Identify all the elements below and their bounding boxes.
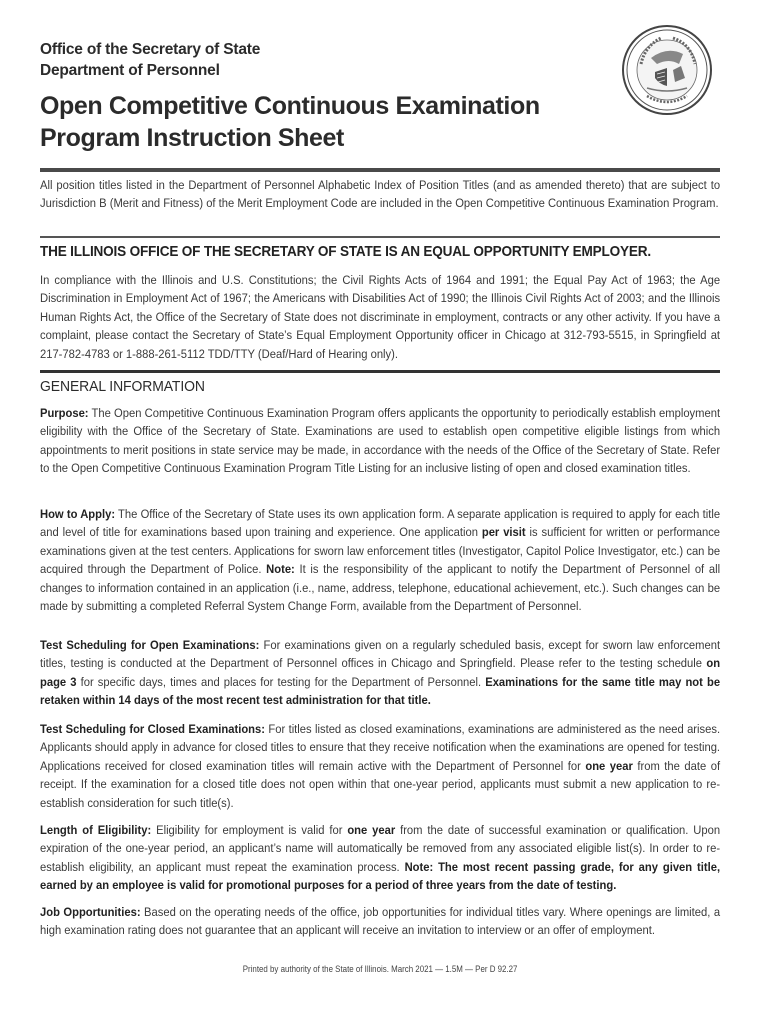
- general-info-heading: GENERAL INFORMATION: [40, 378, 205, 395]
- closed-exams-label: Test Scheduling for Closed Examinations:: [40, 722, 265, 736]
- illinois-state-seal-icon: [621, 24, 713, 116]
- org-name: Office of the Secretary of State: [40, 41, 261, 58]
- how-to-apply-paragraph: How to Apply: The Office of the Secretary of State uses its own application form. A separate application is required to apply for each title and level of title for examinations based upon training and experience. One application per visit is sufficient for written or performance examinations given at the test centers. Applications for sworn law enforcement titles (Investigator, Capitol Police Investigator, etc.) can be acquired through the Department of Police. Note: It is the responsibility of the applicant to notify the Department of Personnel of all changes to information contained in an application (i.e., name, address, telephone, educational achievement, etc.). Such changes can be made by submitting a completed Referral System Change Form, available from the Department of Personnel.: [40, 507, 721, 614]
- eligibility-paragraph: Length of Eligibility: Eligibility for employment is valid for one year from the date of successful examination or qualification. Upon expiration of the one-year period, an applicant’s name will automatically be removed from any associated eligible list(s). In order to re-establish eligibility, an applicant must repeat the examination process. Note: The most recent passing grade, for any given title, earned by an employee is valid for promotional purposes for a period of three years from the date of testing.: [40, 823, 721, 893]
- eoe-heading: THE ILLINOIS OFFICE OF THE SECRETARY OF STATE IS AN EQUAL OPPORTUNITY EMPLOYER.: [40, 244, 651, 260]
- eligibility-label: Length of Eligibility:: [40, 823, 152, 837]
- purpose-label: Purpose:: [40, 406, 89, 420]
- open-exams-label: Test Scheduling for Open Examinations:: [40, 638, 260, 652]
- page-title: [40, 90, 600, 154]
- how-to-apply-label: How to Apply:: [40, 507, 116, 521]
- department-name: Department of Personnel: [40, 62, 220, 79]
- job-opportunities-paragraph: Job Opportunities: Based on the operating needs of the office, job opportunities for individual titles vary. Where openings are limited, a high examination rating does not guarantee that an applicant will receive an invitation to interview or an offer of employment.: [40, 905, 721, 938]
- section-divider: [40, 370, 720, 373]
- job-opportunities-label: Job Opportunities:: [40, 905, 141, 919]
- eoe-paragraph: In compliance with the Illinois and U.S. Constitutions; the Civil Rights Acts of 1964 and 1991; the Equal Pay Act of 1963; the Age Discrimination in Employment Act of 1967; the Americans with Disabilities Act of 1990; the Illinois Civil Rights Act of 2003; and the Illinois Human Rights Act, the Office of the Secretary of State does not discriminate in employment, contracts or any other activity. If you have a complaint, please contact the Secretary of State’s Equal Employment Opportunity officer in Chicago at 312-793-5515, in Springfield at 217-782-4783 or 1-888-261-5112 TDD/TTY (Deaf/Hard of Hearing only).: [40, 273, 721, 361]
- print-footer: Printed by authority of the State of Illinois. March 2021 — 1.5M — Per D 92.27: [242, 964, 518, 974]
- intro-paragraph: All position titles listed in the Department of Personnel Alphabetic Index of Position Titles (and as amended thereto) that are subject to Jurisdiction B (Merit and Fitness) of the Merit Employment Code are included in the Open Competitive Continuous Examination Program.: [40, 178, 721, 211]
- intro-divider: [40, 236, 720, 238]
- purpose-paragraph: Purpose: The Open Competitive Continuous Examination Program offers applicants the opportunity to periodically establish employment eligibility with the Office of the Secretary of State. Examinations are used to establish open competitive eligible listings from which appointments to merit positions in state service may be made, in accordance with the needs of the Office of the Secretary of State. Refer to the Open Competitive Continuous Examination Program Title Listing for an inclusive listing of open and closed examination titles.: [40, 406, 721, 476]
- title-line-2: Program Instruction Sheet: [40, 124, 344, 152]
- title-line-1: Open Competitive Continuous Examination: [40, 92, 540, 120]
- title-divider: [40, 168, 720, 172]
- closed-exams-paragraph: Test Scheduling for Closed Examinations: For titles listed as closed examinations, examinations are administered as the need arises. Applicants should apply in advance for closed titles to ensure that they receive notification when the examinations are opened for testing. Applications received for closed examination titles will remain active with the Department of Personnel for one year from the date of receipt. If the examination for a closed title does not open within that one-year period, applicants must submit a new application to re-establish consideration for such title(s).: [40, 722, 721, 810]
- open-exams-paragraph: Test Scheduling for Open Examinations: For examinations given on a regularly scheduled basis, except for sworn law enforcement titles, testing is conducted at the Department of Personnel offices in Chicago and Springfield. Please refer to the testing schedule on page 3 for specific days, times and places for testing for the Department of Personnel. Examinations for the same title may not be retaken within 14 days of the most recent test administration for that title.: [40, 638, 721, 708]
